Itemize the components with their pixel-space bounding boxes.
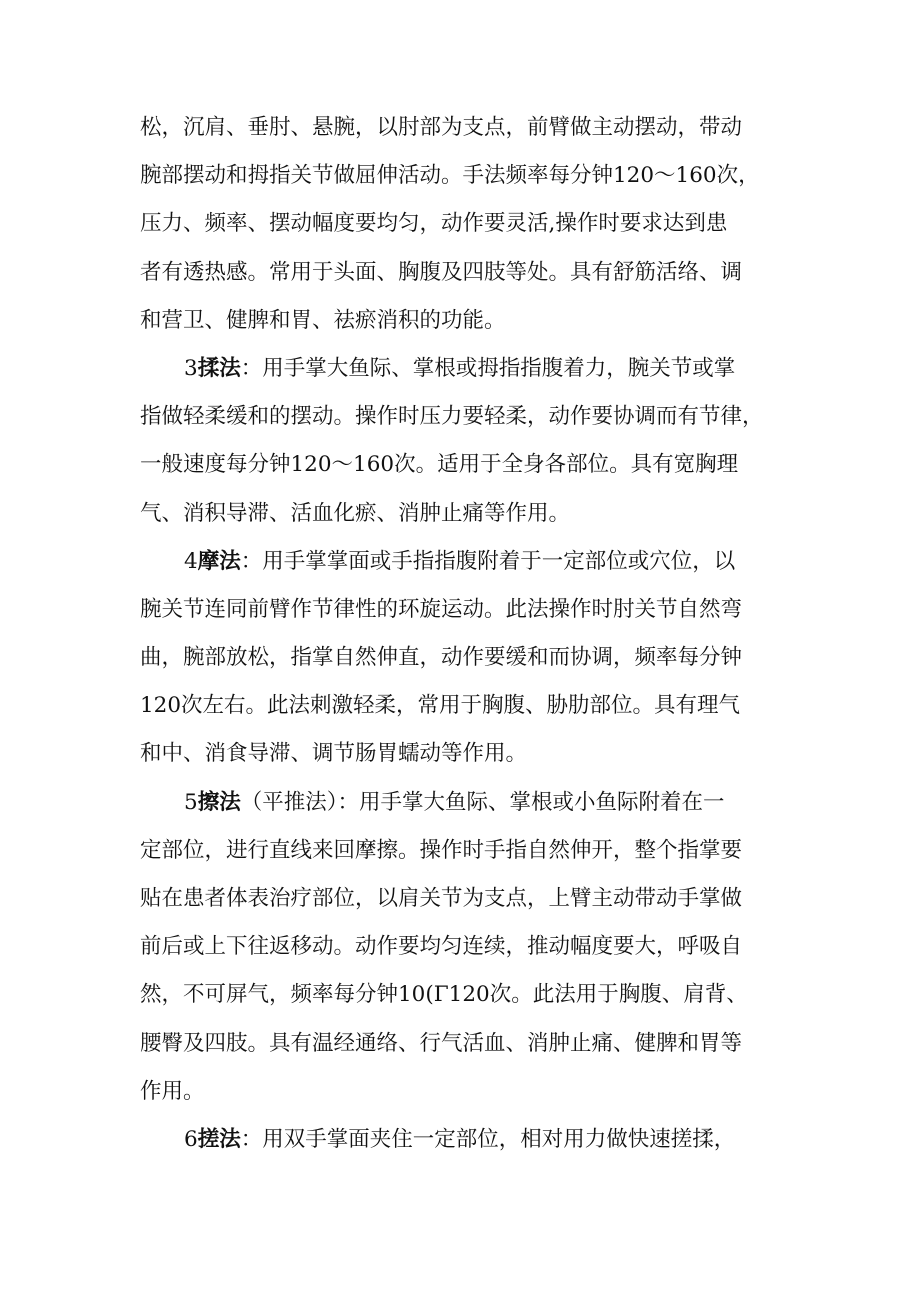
text-line: 指做轻柔缓和的摆动。操作时压力要轻柔，动作要协调而有节律， <box>140 404 764 430</box>
text-line: 5擦法（平推法）：用手掌大鱼际、掌根或小鱼际附着在一 <box>140 779 785 827</box>
technique-term: 摩法 <box>197 548 241 574</box>
text-line: 和中、消食导滞、调节肠胃蠕动等作用。 <box>140 741 528 767</box>
document-body <box>140 104 785 1164</box>
text-line: 曲，腕部放松，指掌自然伸直，动作要缓和而协调，频率每分钟 <box>140 645 743 671</box>
text-line: 4摩法：用手掌掌面或手指指腹附着于一定部位或穴位，以 <box>140 538 785 586</box>
paragraph-cuo-fa <box>140 1116 785 1164</box>
item-number: 6 <box>184 1126 198 1152</box>
paragraph-mo-fa <box>140 538 785 779</box>
text-line: 腰臀及四肢。具有温经通络、行气活血、消肿止痛、健脾和胃等 <box>140 1030 743 1056</box>
item-number: 3 <box>184 355 198 381</box>
text-line: 定部位，进行直线来回摩擦。操作时手指自然伸开，整个指掌要 <box>140 837 743 863</box>
text-line: 3揉法：用手掌大鱼际、掌根或拇指指腹着力，腕关节或掌 <box>140 345 785 393</box>
text-line: 气、消积导滞、活血化瘀、消肿止痛等作用。 <box>140 500 571 526</box>
paragraph-rou-fa <box>140 345 785 538</box>
technique-term: 擦法 <box>197 789 241 815</box>
text-line: 腕部摆动和拇指关节做屈伸活动。手法频率每分钟120～160次， <box>140 163 760 189</box>
item-number: 5 <box>184 789 198 815</box>
paragraph-continuation <box>140 104 785 345</box>
text-line: 贴在患者体表治疗部位，以肩关节为支点，上臂主动带动手掌做 <box>140 886 743 911</box>
text-line: 前后或上下往返移动。动作要均匀连续，推动幅度要大，呼吸自 <box>140 934 743 960</box>
text-line: 压力、频率、摆动幅度要均匀，动作要灵活,操作时要求达到患 <box>140 211 728 237</box>
technique-term: 搓法 <box>197 1126 241 1152</box>
text-line: 腕关节连同前臂作节律性的环旋运动。此法操作时肘关节自然弯 <box>140 596 743 622</box>
text-line: 一般速度每分钟120～160次。适用于全身各部位。具有宽胸理 <box>140 452 739 478</box>
text-line: 6搓法：用双手掌面夹住一定部位，相对用力做快速搓揉， <box>140 1116 785 1164</box>
technique-term: 揉法 <box>197 355 241 381</box>
text-line: 作用。 <box>140 1078 205 1104</box>
text-line: 然，不可屏气，频率每分钟10(Γ120次。此法用于胸腹、肩背、 <box>140 982 748 1008</box>
text-line: 和营卫、健脾和胃、祛瘀消积的功能。 <box>140 307 506 333</box>
paragraph-ca-fa <box>140 779 785 1116</box>
text-line: 者有透热感。常用于头面、胸腹及四肢等处。具有舒筋活络、调 <box>140 259 743 285</box>
text-line: 松，沉肩、垂肘、悬腕，以肘部为支点，前臂做主动摆动，带动 <box>140 115 743 140</box>
text-line: 120次左右。此法刺激轻柔，常用于胸腹、胁肋部位。具有理气 <box>140 693 741 719</box>
item-number: 4 <box>184 548 198 574</box>
